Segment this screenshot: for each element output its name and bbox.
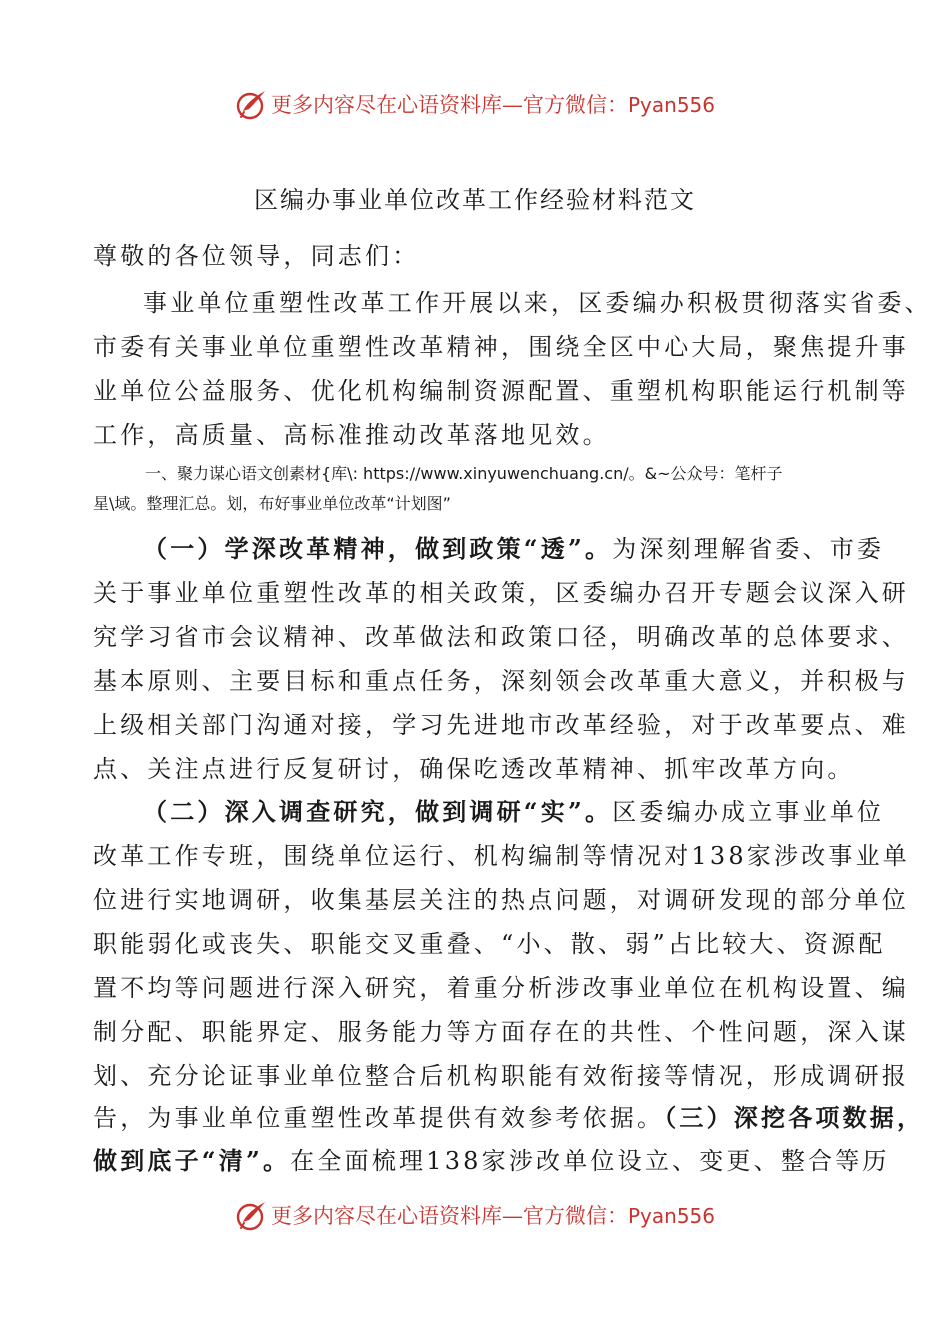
part3-heading: （三）深挖各项数据， xyxy=(664,1103,925,1132)
part2-line: 改革工作专班，围绕单位运行、机构编制等情况对138家涉改事业单 xyxy=(93,842,911,870)
part2-first-line xyxy=(143,792,943,827)
part2-line: 置不均等问题进行深入研究，着重分析涉改事业单位在机构设置、编 xyxy=(93,974,909,1002)
quill-logo-icon xyxy=(235,87,269,121)
intro-line: 业单位公益服务、优化机构编制资源配置、重塑机构职能运行机制等 xyxy=(93,377,909,405)
quill-logo-icon xyxy=(235,1198,269,1232)
part1-line: 点、关注点进行反复研讨，确保吃透改革精神、抓牢改革方向。 xyxy=(93,755,855,783)
part3-heading-cont: 做到底子“清”。 xyxy=(93,1146,291,1175)
part1-line: 关于事业单位重塑性改革的相关政策，区委编办召开专题会议深入研 xyxy=(93,579,909,607)
intro-line: 工作，高质量、高标准推动改革落地见效。 xyxy=(93,421,610,449)
part1-heading: （一）学深改革精神，做到政策“透”。 xyxy=(143,534,613,563)
part3-text: 在全面梳理138家涉改单位设立、变更、整合等历 xyxy=(290,1147,890,1175)
watermark-bottom xyxy=(0,1195,950,1235)
part1-line: 究学习省市会议精神、改革做法和政策口径，明确改革的总体要求、 xyxy=(93,623,909,651)
part2-heading: （二）深入调查研究，做到调研“实”。 xyxy=(143,797,613,826)
part1-first-line xyxy=(143,529,943,564)
part2-line: 位进行实地调研，收集基层关注的热点问题，对调研发现的部分单位 xyxy=(93,886,909,914)
part2-last-line xyxy=(93,1098,925,1133)
watermark-wechat-id: Pyan556 xyxy=(627,1204,715,1228)
watermark-text: 更多内容尽在心语资料库—官方微信：Pyan556 xyxy=(270,93,715,117)
section-heading-line: 星\域。整理汇总。划，布好事业单位改革“计划图” xyxy=(93,494,451,513)
part3-line xyxy=(93,1141,893,1176)
part2-line: 制分配、职能界定、服务能力等方面存在的共性、个性问题，深入谋 xyxy=(93,1018,909,1046)
part2-first-text: 区委编办成立事业单位 xyxy=(612,798,885,826)
part2-line: 职能弱化或丧失、职能交叉重叠、“小、散、弱”占比较大、资源配 xyxy=(93,930,886,958)
salutation: 尊敬的各位领导，同志们： xyxy=(93,242,420,270)
part2-line: 划、充分论证事业单位整合后机构职能有效衔接等情况，形成调研报 xyxy=(93,1062,909,1090)
watermark-text: 更多内容尽在心语资料库—官方微信：Pyan556 xyxy=(270,1204,715,1228)
part1-first-text: 为深刻理解省委、市委 xyxy=(612,535,885,563)
watermark-wechat-id: Pyan556 xyxy=(627,93,715,117)
part1-line: 上级相关部门沟通对接，学习先进地市改革经验，对于改革要点、难 xyxy=(93,711,909,739)
intro-line: 市委有关事业单位重塑性改革精神，围绕全区中心大局，聚焦提升事 xyxy=(93,333,909,361)
document-title: 区编办事业单位改革工作经验材料范文 xyxy=(254,186,696,214)
intro-line: 事业单位重塑性改革工作开展以来，区委编办积极贯彻落实省委、 xyxy=(143,289,932,317)
watermark-top xyxy=(0,84,950,124)
section-heading-line: 一、聚力谋心语文创素材{库\: https://www.xinyuwenchuang.cn/。&~公众号：笔杆子 xyxy=(145,464,783,483)
part1-line: 基本原则、主要目标和重点任务，深刻领会改革重大意义，并积极与 xyxy=(93,667,909,695)
part2-last-text: 告，为事业单位重塑性改革提供有效参考依据。 xyxy=(93,1104,665,1132)
